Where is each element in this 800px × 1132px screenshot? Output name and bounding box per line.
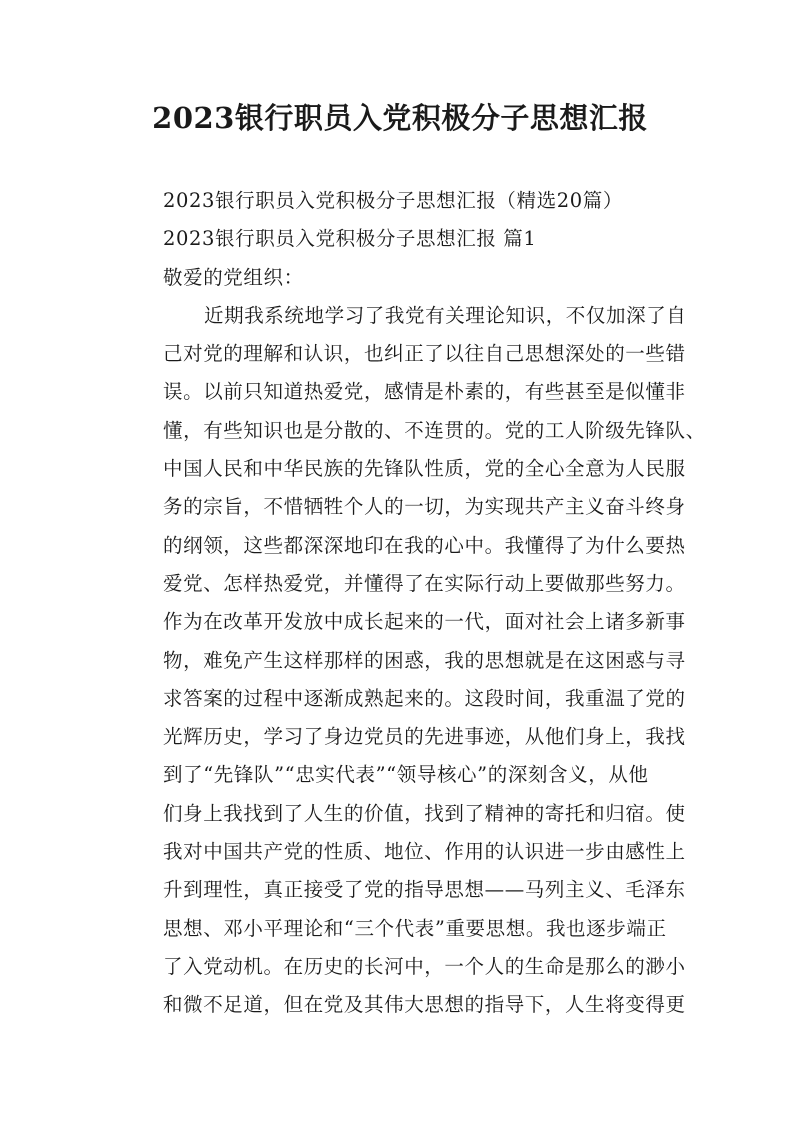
body-line: 务的宗旨，不惜牺牲个人的一切，为实现共产主义奋斗终身 — [163, 495, 686, 519]
body-line: 求答案的过程中逐渐成熟起来的。这段时间，我重温了党的 — [163, 686, 686, 710]
body-line: 升到理性，真正接受了党的指导思想——马列主义、毛泽东 — [163, 878, 686, 902]
body-line: 思想、邓小平理论和“三个代表”重要思想。我也逐步端正 — [163, 916, 667, 940]
body-line: 中国人民和中华民族的先锋队性质，党的全心全意为人民服 — [163, 457, 686, 481]
body-line: 近期我系统地学习了我党有关理论知识，不仅加深了自 — [204, 303, 687, 327]
body-line: 到了“先锋队”“忠实代表”“领导核心”的深刻含义，从他 — [163, 763, 649, 787]
body-line: 爱党、怎样热爱党，并懂得了在实际行动上要做那些努力。 — [163, 571, 686, 595]
body-line: 误。以前只知道热爱党，感情是朴素的，有些甚至是似懂非 — [163, 380, 686, 404]
body-line: 们身上我找到了人生的价值，找到了精神的寄托和归宿。使 — [163, 801, 686, 825]
body-line: 了入党动机。在历史的长河中，一个人的生命是那么的渺小 — [163, 954, 686, 978]
subtitle-line: 2023银行职员入党积极分子思想汇报（精选20篇） — [163, 189, 623, 212]
body-line: 光辉历史，学习了身边党员的先进事迹，从他们身上，我找 — [163, 725, 686, 749]
body-line: 己对党的理解和认识，也纠正了以往自己思想深处的一些错 — [163, 342, 686, 366]
document-body — [122, 182, 706, 1025]
body-line: 的纲领，这些都深深地印在我的心中。我懂得了为什么要热 — [163, 533, 686, 557]
document-title: 2023银行职员入党积极分子思想汇报 — [152, 101, 648, 135]
body-paragraph — [122, 297, 706, 1025]
section-heading: 2023银行职员入党积极分子思想汇报 篇1 — [163, 227, 537, 251]
body-line: 和微不足道，但在党及其伟大思想的指导下，人生将变得更 — [163, 993, 686, 1017]
body-line: 我对中国共产党的性质、地位、作用的认识进一步由感性上 — [163, 840, 686, 864]
body-line: 懂，有些知识也是分散的、不连贯的。党的工人阶级先锋队、 — [163, 418, 706, 442]
salutation: 敬爱的党组织： — [163, 265, 304, 289]
body-line: 物，难免产生这样那样的困惑，我的思想就是在这困惑与寻 — [163, 648, 686, 672]
body-line: 作为在改革开发放中成长起来的一代，面对社会上诸多新事 — [163, 610, 686, 634]
